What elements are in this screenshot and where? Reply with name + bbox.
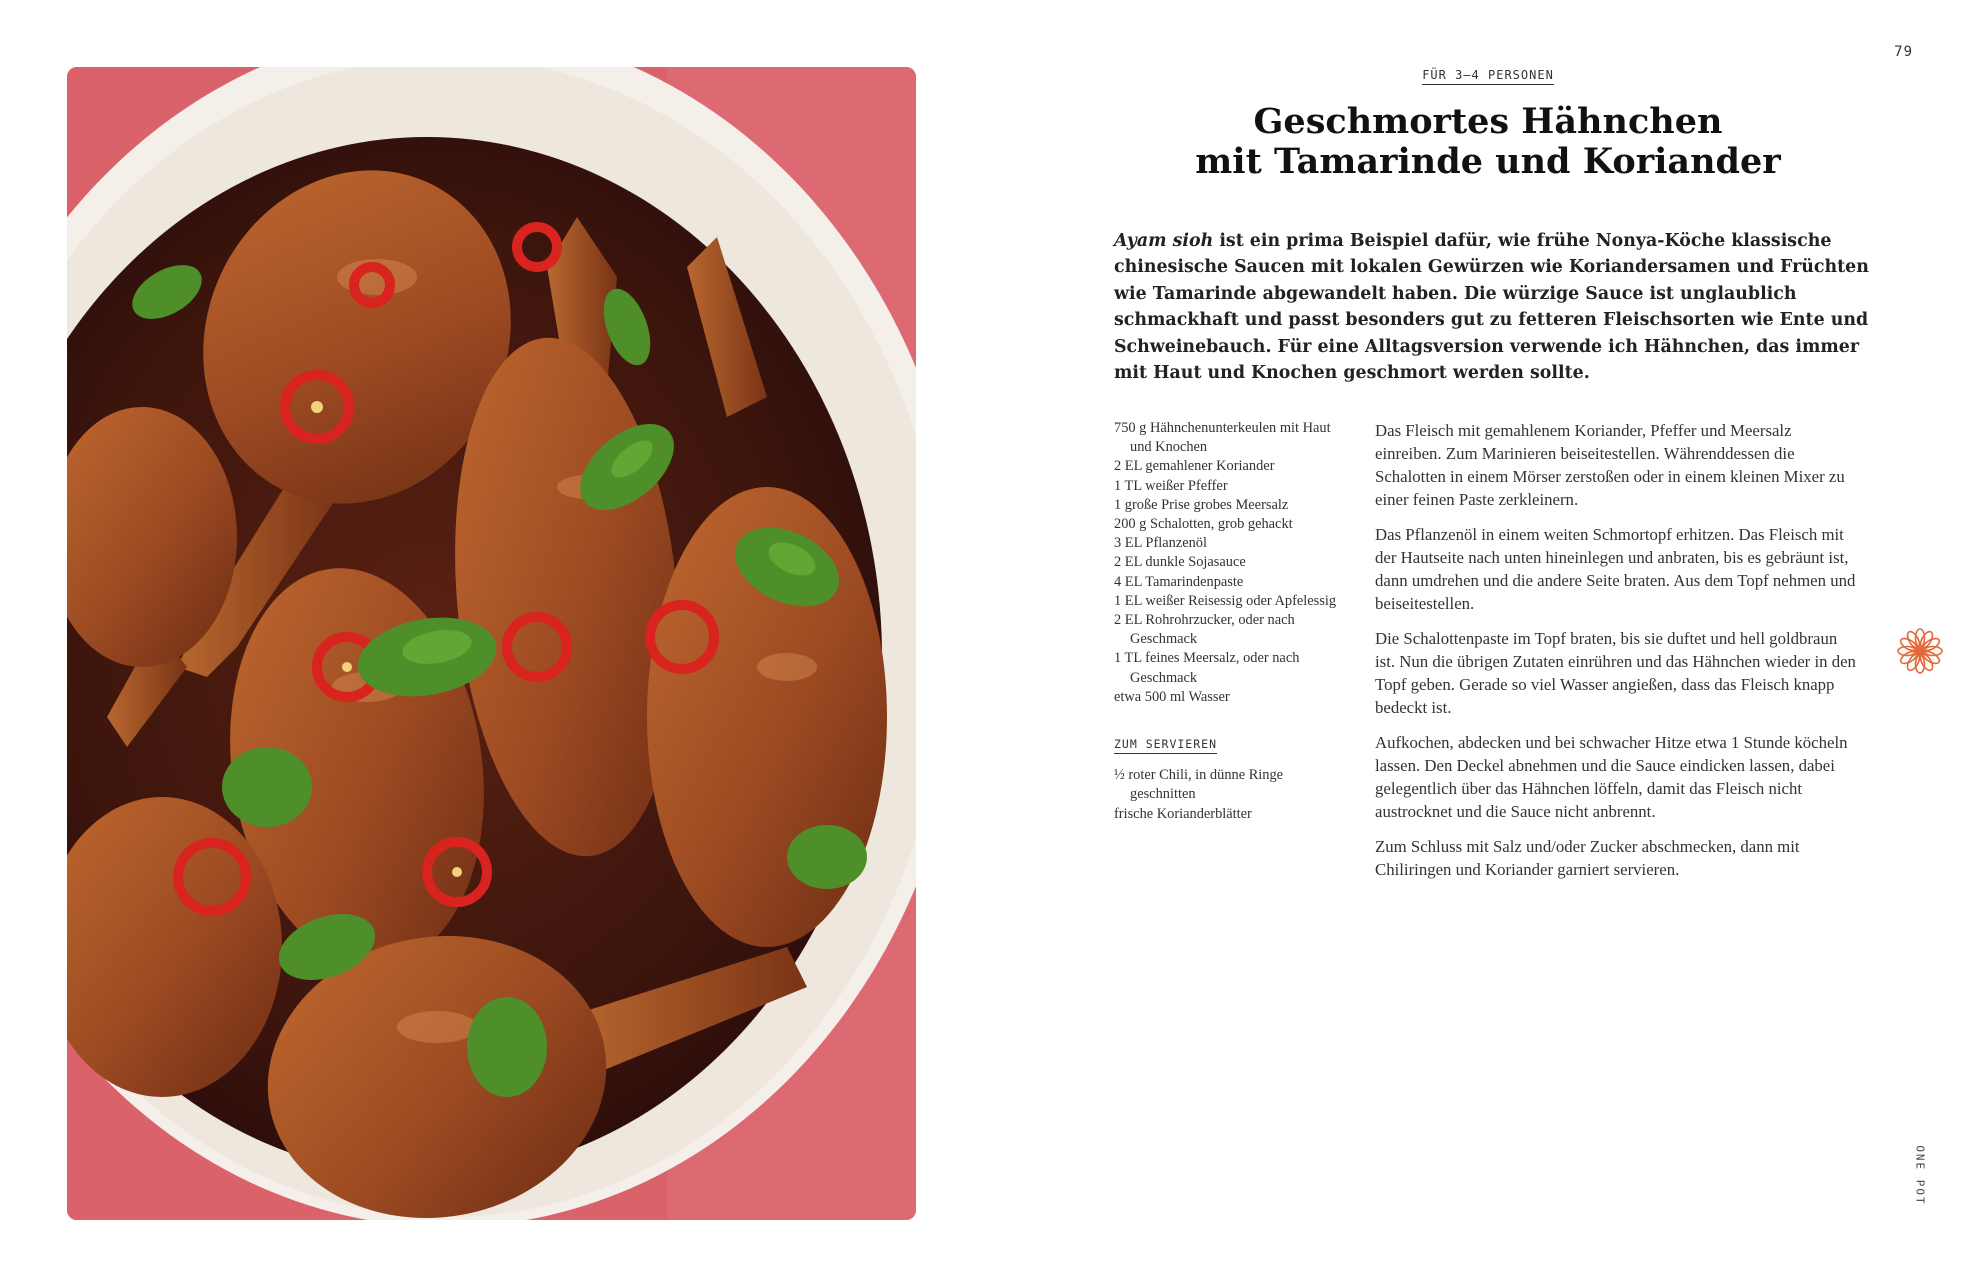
recipe-photo	[67, 67, 916, 1220]
servings-text: FÜR 3–4 PERSONEN	[1422, 68, 1554, 85]
ingredient-item: 200 g Schalotten, grob gehackt	[1114, 516, 1293, 533]
ingredient-item: 1 TL weißer Pfeffer	[1114, 477, 1228, 494]
serving-item: ½ roter Chili, in dünne Ringe geschnitten	[1114, 767, 1284, 803]
ingredients-list	[1114, 419, 1349, 824]
serving-item: frische Korianderblätter	[1114, 805, 1252, 822]
serving-heading-text: ZUM SERVIEREN	[1114, 737, 1217, 754]
ingredient-item: 2 EL gemahlener Koriander	[1114, 458, 1275, 475]
method-step: Aufkochen, abdecken und bei schwacher Hitze etwa 1 Stunde köcheln lassen. Den Deckel abnehmen und die Sauce eindicken lassen, dabei gelegentlich über das Hähnchen löffeln, damit das Fleisch nicht austrocknet und die Sauce nicht anbrennt.	[1375, 733, 1848, 821]
ingredient-item: etwa 500 ml Wasser	[1114, 688, 1230, 705]
ingredient-item: 1 EL weißer Reisessig oder Apfelessig	[1114, 592, 1337, 609]
method-steps	[1375, 419, 1859, 893]
ingredient-item: 4 EL Tamarindenpaste	[1114, 573, 1244, 590]
method-step: Die Schalottenpaste im Topf braten, bis sie duftet und hell goldbraun ist. Nun die übrigen Zutaten einrühren und das Hähnchen wieder in den Topf geben. Gerade so viel Wasser angießen, dass das Fleisch knapp bedeckt ist.	[1375, 629, 1856, 717]
page-number: 79	[1894, 44, 1913, 60]
recipe-title	[1108, 102, 1868, 182]
recipe-title-line-1: Geschmortes Hähnchen	[1253, 101, 1723, 142]
ingredient-item: 1 TL feines Meersalz, oder nach Geschmack	[1114, 650, 1300, 686]
braised-chicken-illustration	[67, 67, 916, 1220]
serving-heading	[1114, 735, 1349, 754]
recipe-title-line-2: mit Tamarinde und Koriander	[1195, 141, 1781, 182]
method-step: Zum Schluss mit Salz und/oder Zucker abschmecken, dann mit Chiliringen und Koriander garniert servieren.	[1375, 837, 1800, 879]
recipe-intro-dish-name: Ayam sioh	[1114, 231, 1214, 251]
ingredient-item: 750 g Hähnchenunterkeulen mit Haut und Knochen	[1114, 420, 1331, 456]
section-label	[1913, 1145, 1927, 1206]
ingredient-item: 2 EL dunkle Sojasauce	[1114, 554, 1246, 571]
recipe-intro-text: ist ein prima Beispiel dafür, wie frühe Nonya-Köche klassische chinesische Saucen mit lokalen Gewürzen wie Koriandersamen und Früchten wie Tamarinde abgewandelt haben. Die würzige Sauce ist unglaublich schmackhaft und passt besonders gut zu fetteren Fleischsorten wie Ente und Schweinebauch. Für eine Alltagsversion verwende ich Hähnchen, das immer mit Haut und Knochen geschmort werden sollte.	[1114, 231, 1869, 384]
method-step: Das Pflanzenöl in einem weiten Schmortopf erhitzen. Das Fleisch mit der Hautseite nach unten hineinlegen und anbraten, bis es gebräunt ist, dann umdrehen und die andere Seite braten. Aus dem Topf nehmen und beiseitestellen.	[1375, 525, 1856, 613]
flower-icon	[1896, 627, 1944, 675]
ingredient-item: 2 EL Rohrohrzucker, oder nach Geschmack	[1114, 612, 1295, 648]
ingredient-item: 1 große Prise grobes Meersalz	[1114, 496, 1289, 513]
method-step: Das Fleisch mit gemahlenem Koriander, Pfeffer und Meersalz einreiben. Zum Marinieren beiseitestellen. Währenddessen die Schalotten in einem Mörser zerstoßen oder in einem kleinen Mixer zu einer feinen Paste zerkleinern.	[1375, 421, 1845, 509]
recipe-intro	[1114, 228, 1874, 386]
section-label-text: ONE POT	[1913, 1145, 1927, 1206]
ingredient-item: 3 EL Pflanzenöl	[1114, 535, 1207, 552]
servings-label	[1108, 64, 1868, 83]
